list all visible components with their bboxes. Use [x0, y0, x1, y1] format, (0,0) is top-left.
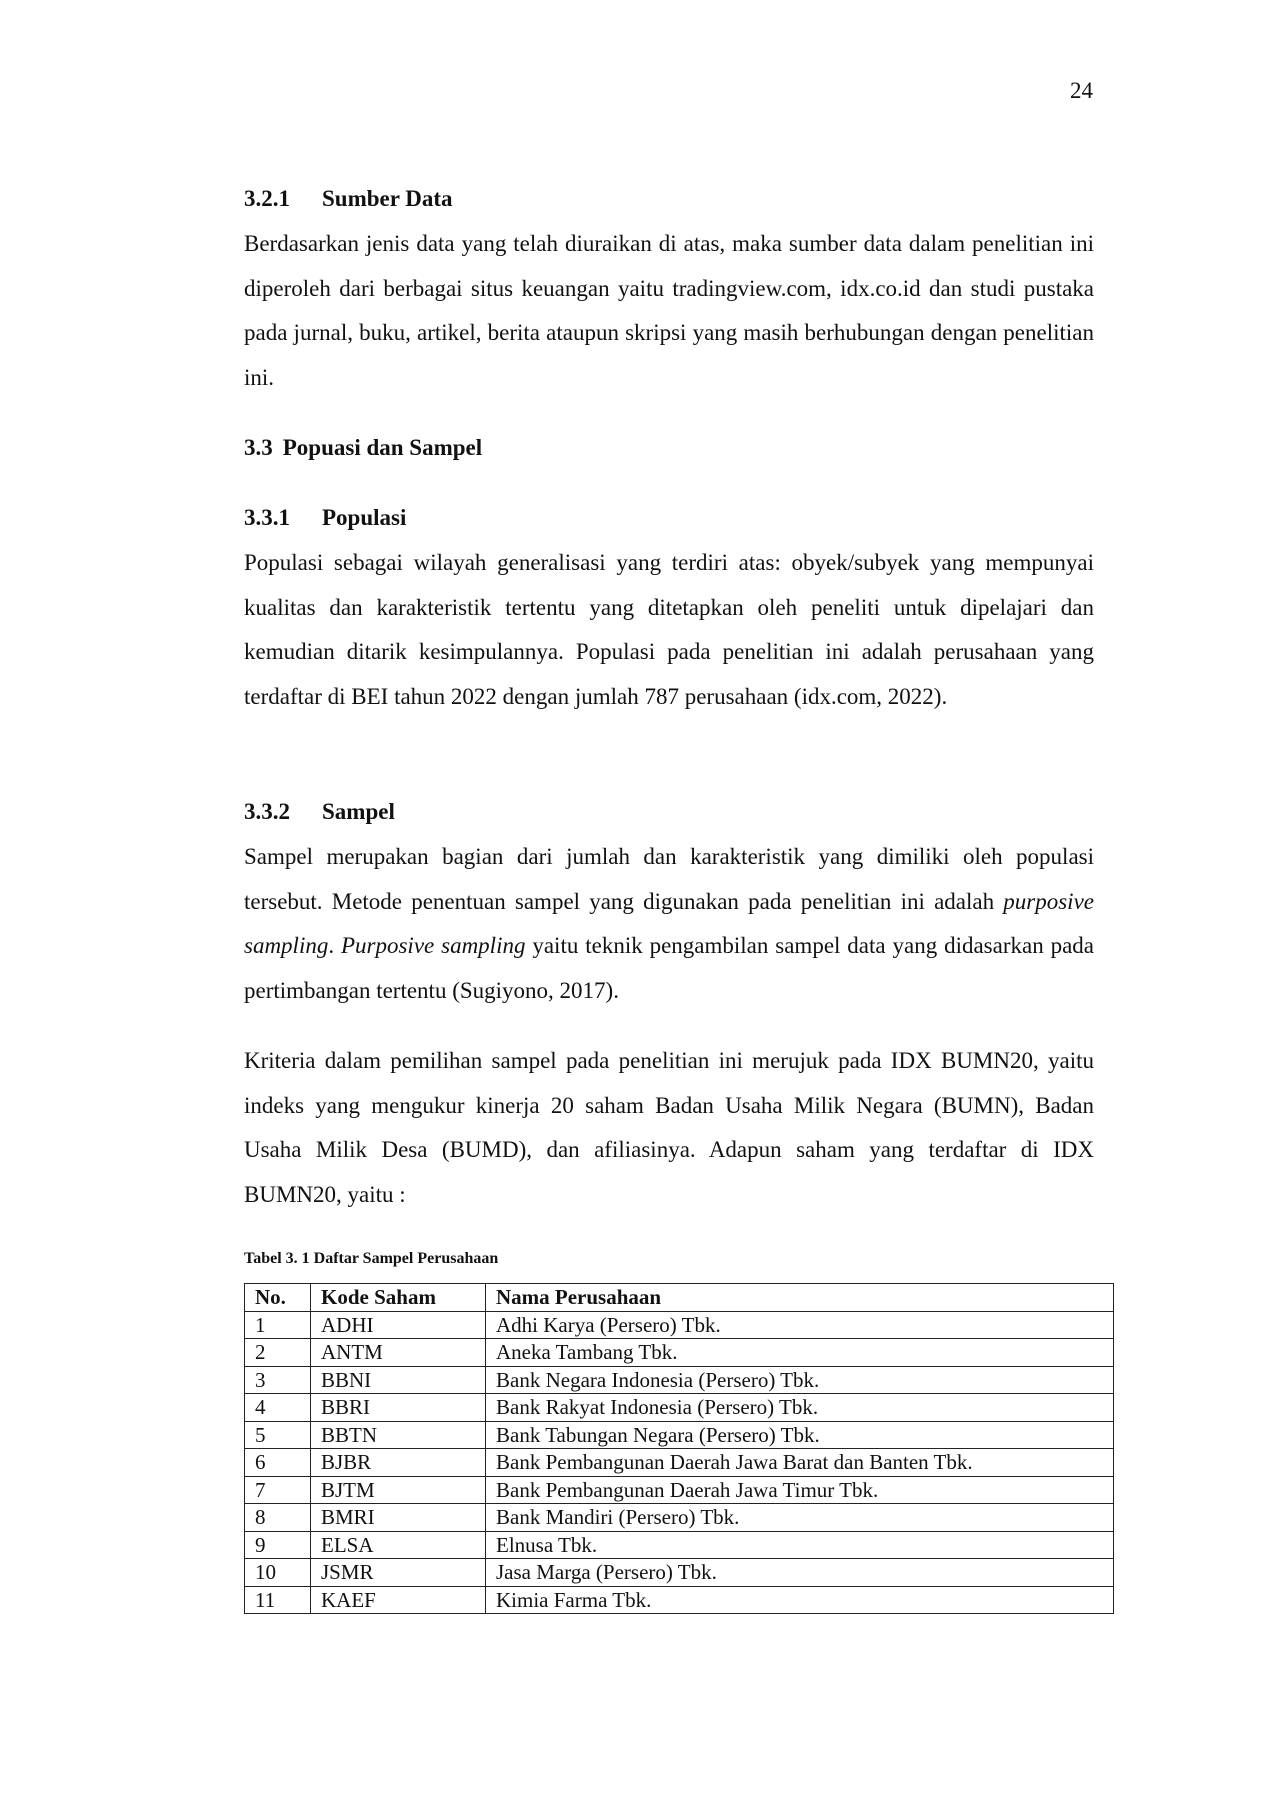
- table-row: [245, 1476, 1114, 1504]
- page-number: 24: [1070, 78, 1093, 103]
- cell-nama: Adhi Karya (Persero) Tbk.: [486, 1311, 1114, 1339]
- section-title: Sampel: [322, 799, 395, 824]
- cell-no: 9: [245, 1531, 311, 1559]
- table-row: [245, 1559, 1114, 1587]
- cell-kode: BMRI: [311, 1504, 486, 1532]
- cell-no: 8: [245, 1504, 311, 1532]
- section-title: Populasi: [322, 505, 407, 530]
- section-title: Popuasi dan Sampel: [282, 435, 483, 460]
- table-caption: Tabel 3. 1 Daftar Sampel Perusahaan: [244, 1250, 499, 1267]
- section-title: Sumber Data: [322, 186, 453, 211]
- section-number: 3.3.1: [244, 505, 290, 530]
- cell-no: 5: [245, 1421, 311, 1449]
- table-row: [245, 1449, 1114, 1477]
- heading-3-3-1: [244, 503, 406, 533]
- text: .: [328, 933, 341, 958]
- cell-kode: ELSA: [311, 1531, 486, 1559]
- table-row: [245, 1421, 1114, 1449]
- sample-table: [244, 1283, 1114, 1614]
- cell-no: 3: [245, 1366, 311, 1394]
- cell-kode: KAEF: [311, 1586, 486, 1614]
- paragraph-sampel: [244, 835, 1094, 1013]
- cell-kode: BBNI: [311, 1366, 486, 1394]
- section-number: 3.2.1: [244, 186, 290, 211]
- cell-kode: ADHI: [311, 1311, 486, 1339]
- cell-no: 2: [245, 1339, 311, 1367]
- table-row: [245, 1366, 1114, 1394]
- text: Sampel merupakan bagian dari jumlah dan karakteristik yang dimiliki oleh populasi tersebut. Metode penentuan sampel yang digunakan pada penelitian ini adalah: [244, 844, 1094, 914]
- section-number: 3.3: [244, 435, 273, 460]
- italic-term: Purposive sampling: [340, 933, 526, 958]
- header-no: No.: [245, 1284, 311, 1312]
- cell-nama: Jasa Marga (Persero) Tbk.: [486, 1559, 1114, 1587]
- cell-nama: Aneka Tambang Tbk.: [486, 1339, 1114, 1367]
- paragraph-kriteria: Kriteria dalam pemilihan sampel pada penelitian ini merujuk pada IDX BUMN20, yaitu indeks yang mengukur kinerja 20 saham Badan Usaha Milik Negara (BUMN), Badan Usaha Milik Desa (BUMD), dan afiliasinya. Adapun saham yang terdaftar di IDX BUMN20, yaitu :: [244, 1048, 1094, 1207]
- cell-no: 1: [245, 1311, 311, 1339]
- paragraph-populasi: Populasi sebagai wilayah generalisasi yang terdiri atas: obyek/subyek yang mempunyai kualitas dan karakteristik tertentu yang ditetapkan oleh peneliti untuk dipelajari dan kemudian ditarik kesimpulannya. Populasi pada penelitian ini adalah perusahaan yang terdaftar di BEI tahun 2022 dengan jumlah 787 perusahaan (idx.com, 2022).: [244, 550, 1094, 709]
- cell-nama: Bank Tabungan Negara (Persero) Tbk.: [486, 1421, 1114, 1449]
- cell-nama: Bank Rakyat Indonesia (Persero) Tbk.: [486, 1394, 1114, 1422]
- header-nama: Nama Perusahaan: [486, 1284, 1114, 1312]
- section-number: 3.3.2: [244, 799, 290, 824]
- heading-3-3-2: [244, 797, 395, 827]
- cell-nama: Kimia Farma Tbk.: [486, 1586, 1114, 1614]
- cell-nama: Bank Mandiri (Persero) Tbk.: [486, 1504, 1114, 1532]
- cell-kode: BBRI: [311, 1394, 486, 1422]
- paragraph-sumber-data: Berdasarkan jenis data yang telah diuraikan di atas, maka sumber data dalam penelitian ini diperoleh dari berbagai situs keuangan yaitu tradingview.com, idx.co.id dan studi pustaka pada jurnal, buku, artikel, berita ataupun skripsi yang masih berhubungan dengan penelitian ini.: [244, 231, 1094, 390]
- cell-kode: BBTN: [311, 1421, 486, 1449]
- text: yaitu teknik pengambilan sampel data yang didasarkan pada pertimbangan tertentu (Sugiyono, 2017).: [244, 933, 1094, 1003]
- cell-kode: BJTM: [311, 1476, 486, 1504]
- table-header-row: [245, 1284, 1114, 1312]
- table-row: [245, 1311, 1114, 1339]
- cell-kode: ANTM: [311, 1339, 486, 1367]
- cell-kode: BJBR: [311, 1449, 486, 1477]
- italic-term: purposive sampling: [244, 888, 1094, 958]
- cell-no: 6: [245, 1449, 311, 1477]
- cell-nama: Bank Pembangunan Daerah Jawa Timur Tbk.: [486, 1476, 1114, 1504]
- header-kode: Kode Saham: [311, 1284, 486, 1312]
- cell-nama: Elnusa Tbk.: [486, 1531, 1114, 1559]
- cell-no: 7: [245, 1476, 311, 1504]
- cell-nama: Bank Pembangunan Daerah Jawa Barat dan Banten Tbk.: [486, 1449, 1114, 1477]
- cell-kode: JSMR: [311, 1559, 486, 1587]
- table-row: [245, 1531, 1114, 1559]
- table-row: [245, 1339, 1114, 1367]
- heading-3-3: [244, 433, 482, 463]
- table-row: [245, 1586, 1114, 1614]
- table-row: [245, 1504, 1114, 1532]
- cell-no: 10: [245, 1559, 311, 1587]
- cell-no: 11: [245, 1586, 311, 1614]
- cell-nama: Bank Negara Indonesia (Persero) Tbk.: [486, 1366, 1114, 1394]
- cell-no: 4: [245, 1394, 311, 1422]
- heading-3-2-1: [244, 184, 453, 214]
- table-row: [245, 1394, 1114, 1422]
